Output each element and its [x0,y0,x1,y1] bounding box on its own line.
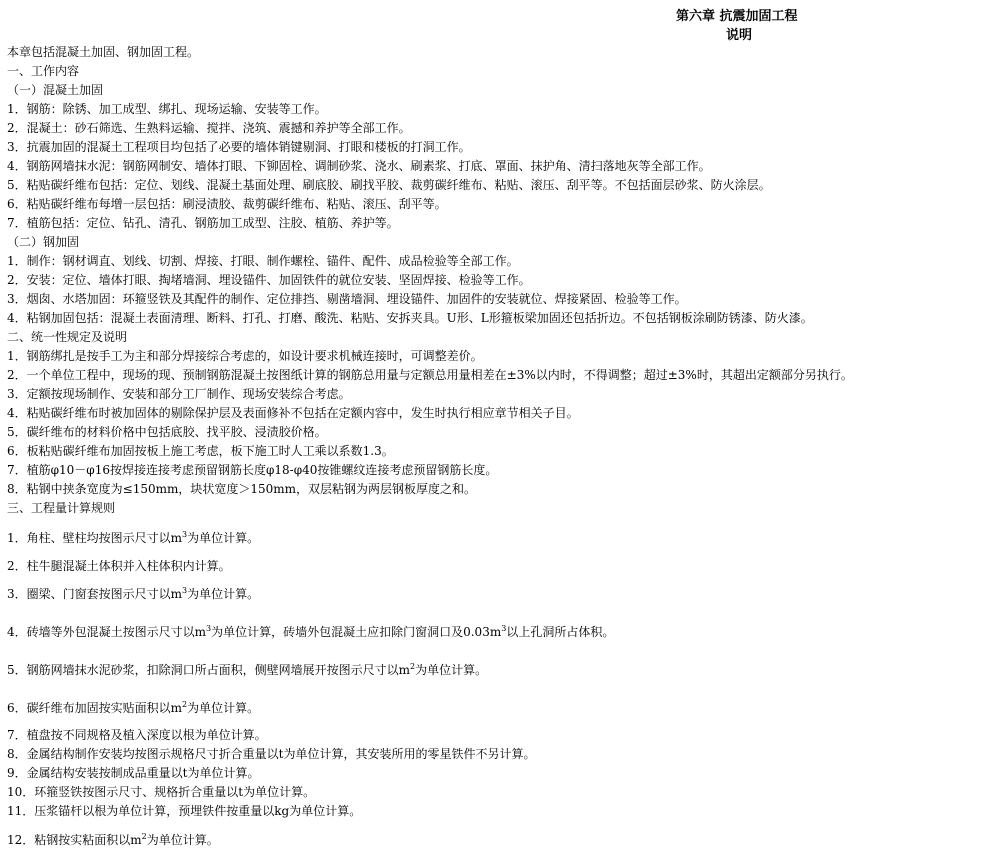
text-segment: 4．砖墙等外包混凝土按图示尺寸以m [7,625,207,639]
text-line [7,425,327,439]
text-line [7,216,399,230]
text-line [7,83,103,97]
superscript: 2 [410,662,416,671]
text-line [7,587,259,601]
text-segment: 4．粘钢加固包括：混凝土表面清理、断料、打孔、打磨、酸洗、粘贴、安拆夹具。U形、L形箍板梁加固还包括折边。不包括钢板涂刷防锈漆、防火漆。 [7,311,813,325]
text-line [7,292,687,306]
text-line [7,833,219,847]
text-segment: 一、工作内容 [7,64,80,78]
text-segment: 7．植盘按不同规格及植入深度以根为单位计算。 [7,728,267,742]
text-segment: 2．安装：定位、墙体打眼、掏堵墙洞、埋设锚件、加固铁件的就位安装、坚固焊接、检验等工作。 [7,273,531,287]
text-segment: 12．粘钢按实粘面积以m [7,833,142,847]
text-segment: 3．抗震加固的混凝土工程项目均包括了必要的墙体销键剔洞、打眼和楼板的打洞工作。 [7,140,471,154]
text-segment: 以上孔洞所占体积。 [506,625,615,639]
text-line [7,785,315,799]
text-segment: 11．压浆锚杆以根为单位计算，预埋铁件按重量以kg为单位计算。 [7,804,362,818]
text-segment: 5．碳纤维布的材料价格中包括底胶、找平胶、浸渍胶价格。 [7,425,327,439]
text-line [7,663,487,677]
text-segment: 三、工程量计算规则 [7,501,116,515]
text-line [7,501,115,515]
text-line [7,463,497,477]
text-segment: 7．植筋φ10－φ16按焊接连接考虑预留钢筋长度φ18-φ40按锥螺纹连接考虑预留钢筋长度。 [7,463,498,477]
text-segment: 7．植筋包括：定位、钻孔、清孔、钢筋加工成型、注胶、植筋、养护等。 [7,216,399,230]
superscript: 2 [182,700,188,709]
superscript: 3 [182,530,188,539]
superscript: 3 [206,624,212,633]
text-segment: 为单位计算。 [187,701,260,715]
text-line [7,349,483,363]
text-line [7,559,231,573]
text-line [7,444,394,458]
text-line [7,387,351,401]
text-line [7,701,259,715]
text-line [7,531,259,545]
chapter-title: 第六章 抗震加固工程 [676,9,798,24]
text-segment: 为单位计算。 [187,531,260,545]
text-line [7,330,127,344]
superscript: 3 [182,586,188,595]
text-line [7,45,199,59]
text-segment: 为单位计算。 [187,587,260,601]
text-segment: 5．钢筋网墙抹水泥砂浆，扣除洞口所占面积，侧壁网墙展开按图示尺寸以m [7,663,411,677]
text-segment: 5．粘贴碳纤维布包括：定位、划线、混凝土基面处理、刷底胶、刷找平胶、裁剪碳纤维布、粘贴、滚压、刮平等。不包括面层砂浆、防火涂层。 [7,178,771,192]
text-line [7,254,519,268]
text-line [7,804,361,818]
text-segment: 6．粘贴碳纤维布每增一层包括：刷浸渍胶、裁剪碳纤维布、粘贴、滚压、刮平等。 [7,197,447,211]
text-line [7,140,471,154]
text-line [7,102,327,116]
text-segment: 9．金属结构安装按制成品重量以t为单位计算。 [7,766,260,780]
text-segment: 本章包括混凝土加固、钢加固工程。 [7,45,200,59]
superscript: 3 [501,624,507,633]
text-segment: 2．柱牛腿混凝土体积并入柱体积内计算。 [7,559,231,573]
text-line [7,273,531,287]
text-segment: 4．钢筋网墙抹水泥：钢筋网制安、墙体打眼、下铆固栓、调制砂浆、浇水、刷素浆、打底、罩面、抹护角、清扫落地灰等全部工作。 [7,159,711,173]
text-line [7,178,771,192]
text-segment: 1．钢筋绑扎是按手工为主和部分焊接综合考虑的，如设计要求机械连接时，可调整差价。 [7,349,483,363]
text-segment: 3．烟囱、水塔加固：环箍竖铁及其配件的制作、定位排挡、剔凿墙洞、埋设锚件、加固件的安装就位、焊接紧固、检验等工作。 [7,292,687,306]
text-segment: 3．圈梁、门窗套按图示尺寸以m [7,587,183,601]
text-segment: 1．制作：钢材调直、划线、切割、焊接、打眼、制作螺栓、锚件、配件、成品检验等全部工作。 [7,254,519,268]
text-line [7,625,614,639]
text-segment: 2．混凝土：砂石筛选、生熟料运输、搅拌、浇筑、震撼和养护等全部工作。 [7,121,411,135]
text-segment: 8．粘钢中挟条宽度为≤150mm，块状宽度＞150mm，双层粘钢为两层钢板厚度之和。 [7,482,477,496]
text-line [7,406,579,420]
text-segment: （一）混凝土加固 [7,83,104,97]
text-segment: 6．碳纤维布加固按实贴面积以m [7,701,183,715]
text-line [7,766,259,780]
text-line [7,311,813,325]
text-line [7,747,535,761]
text-line [7,121,411,135]
text-segment: 1．钢筋：除锈、加工成型、绑扎、现场运输、安装等工作。 [7,102,327,116]
text-segment: 2．一个单位工程中，现场的现、预制钢筋混凝土按图纸计算的钢筋总用量与定额总用量相差在±3%以内时，不得调整；超过±3%时，其超出定额部分另执行。 [7,368,853,382]
text-segment: 10．环箍竖铁按图示尺寸、规格折合重量以t为单位计算。 [7,785,316,799]
text-segment: 6．板粘贴碳纤维布加固按板上施工考虑，板下施工时人工乘以系数1.3。 [7,444,394,458]
text-segment: 4．粘贴碳纤维布时被加固体的剔除保护层及表面修补不包括在定额内容中，发生时执行相应章节相关子目。 [7,406,579,420]
text-segment: 3．定额按现场制作、安装和部分工厂制作、现场安装综合考虑。 [7,387,351,401]
text-line [7,728,267,742]
text-line [7,64,79,78]
text-segment: （二）钢加固 [7,235,80,249]
text-segment: 1．角柱、壁柱均按图示尺寸以m [7,531,183,545]
text-line [7,235,79,249]
text-segment: 为单位计算。 [146,833,219,847]
chapter-subtitle: 说明 [726,28,753,43]
text-line [7,159,711,173]
text-line [7,368,853,382]
text-line [7,482,476,496]
superscript: 2 [141,832,147,841]
text-segment: 为单位计算，砖墙外包混凝土应扣除门窗洞口及0.03m [211,625,502,639]
text-segment: 8．金属结构制作安装均按图示规格尺寸折合重量以t为单位计算，其安装所用的零星铁件不另计算。 [7,747,536,761]
text-segment: 二、统一性规定及说明 [7,330,128,344]
text-line [7,197,447,211]
text-segment: 为单位计算。 [415,663,488,677]
